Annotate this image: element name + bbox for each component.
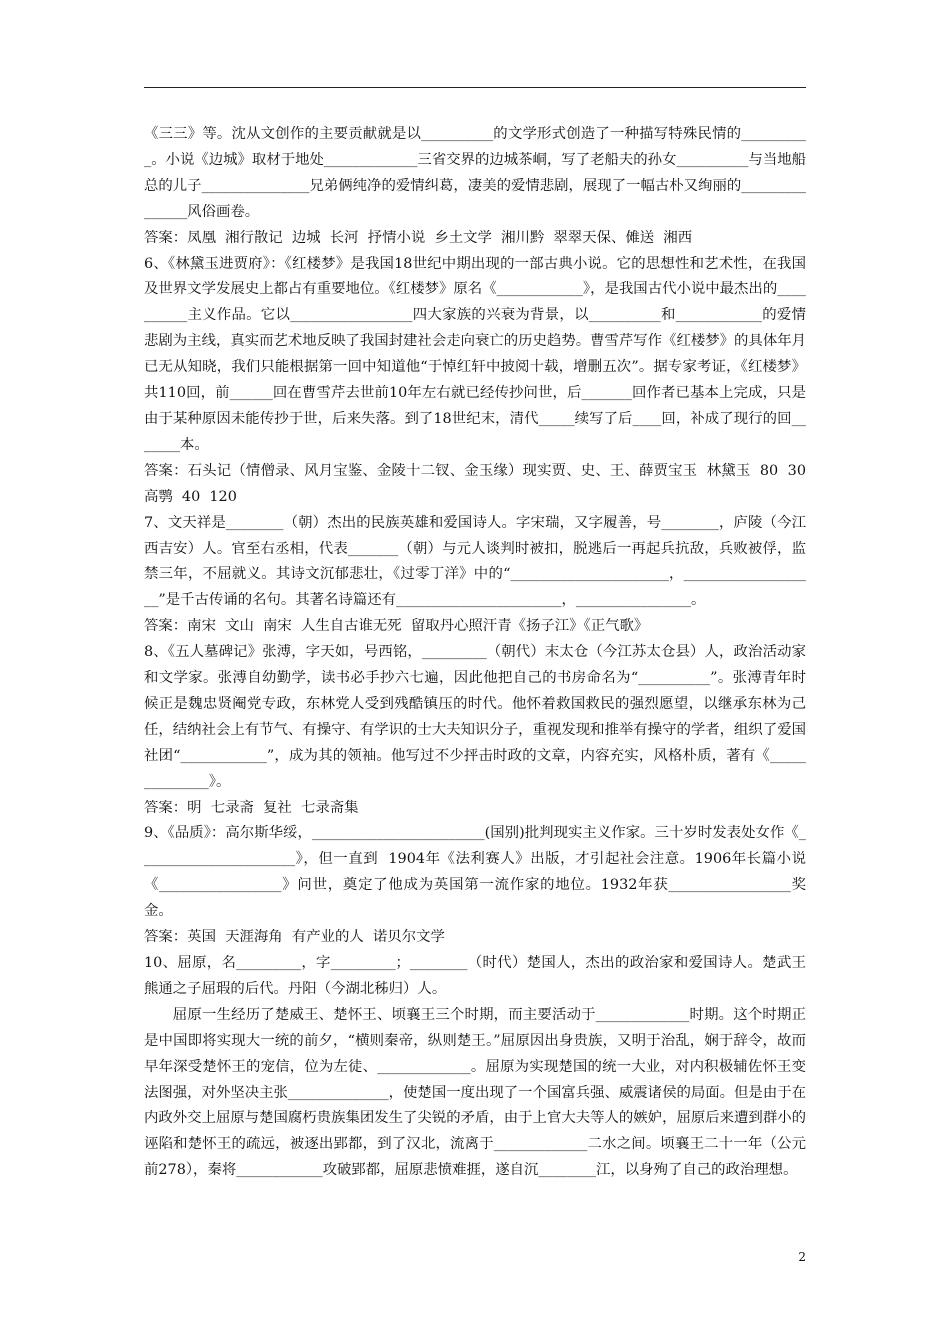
answer-wuren-mu: 答案：明 七录斋 复社 七录斋集 bbox=[144, 799, 359, 816]
header-rule bbox=[144, 87, 806, 88]
document-body bbox=[144, 122, 816, 1184]
paragraph-honglou: 6、《林黛玉进贾府》：《红楼梦》是我国18世纪中期出现的一部古典小说。它的思想性和艺术性，在我国及世界文学发展史上都占有重要地位。《红楼梦》原名《____________》，是我国古代小说中最杰出的__________主义作品。它以_________________四大家族的兴衰为背景，以__________和____________的爱情悲剧为主线，真实而艺术地反映了我国封建社会走向衰亡的历史趋势。曹雪芹写作《红楼梦》的具体年月已无从知晓，我们只能根据第一回中知道他“于悼红轩中披阅十载，增删五次”。据专家考证，《红楼梦》共110回，前______回在曹雪芹去世前10年左右就已经传抄问世，后_______回作者已基本上完成，只是由于某种原因未能传抄于世，后来失落。到了18世纪末，清代_____续写了后____回，补成了现行的回_______本。 bbox=[144, 255, 806, 453]
paragraph-pinzhi: 9、《品质》：高尔斯华绥，________________________(国别)批判现实主义作家。三十岁时发表处女作《______________________》，但一直到 1904年《法利赛人》出版，才引起社会注意。1906年长篇小说《_________________》问世，奠定了他成为英国第一流作家的地位。1932年获_________________奖金。 bbox=[144, 825, 806, 920]
page-number: 2 bbox=[798, 1250, 806, 1264]
answer-honglou: 答案：石头记（情僧录、风月宝鉴、金陵十二钗、金玉缘）现实贾、史、王、薛贾宝玉 林黛玉 80 30 高鹗 40 120 bbox=[144, 462, 816, 505]
answer-wen-tianxiang: 答案：南宋 文山 南宋 人生自古谁无死 留取丹心照汗青《扬子江》《正气歌》 bbox=[144, 618, 649, 635]
paragraph-wen-tianxiang: 7、文天祥是________（朝）杰出的民族英雄和爱国诗人。字宋瑞，又字履善，号________，庐陵（今江西吉安）人。官至右丞相，代表_______（朝）与元人谈判时被扣，脱逃后一再起兵抗敌，兵败被俘，监禁三年，不屈就义。其诗文沉郁悲壮，《过零丁洋》中的“______________________，___________________”是千古传诵的名句。其著名诗篇还有_______________________，________________。 bbox=[144, 514, 806, 609]
paragraph-shen-congwen: 《三三》等。沈从文创作的主要贡献就是以__________的文学形式创造了一种描写特殊民情的__________。小说《边城》取材于地处_____________三省交界的边城茶峒，写了老船夫的孙女__________与当地船总的儿子_______________兄弟俩纯净的爱情纠葛，凄美的爱情悲剧，展现了一幅古朴又绚丽的_______________风俗画卷。 bbox=[144, 126, 806, 220]
answer-shen-congwen: 答案：凤凰 湘行散记 边城 长河 抒情小说 乡土文学 湘川黔 翠翠天保、傩送 湘西 bbox=[144, 229, 693, 246]
answer-pinzhi: 答案：英国 天涯海角 有产业的人 诺贝尔文学 bbox=[144, 929, 445, 946]
paragraph-qu-yuan-life: 屈原一生经历了楚威王、楚怀王、顷襄王三个时期，而主要活动于_____________时期。这个时期正是中国即将实现大一统的前夕，“横则秦帝，纵则楚王。”屈原因出身贵族，又明于治乱，娴于辞令，故而早年深受楚怀王的宠信，位为左徒、_____________。屈原为实现楚国的统一大业，对内积极辅佐怀王变法图强，对外坚决主张______________，使楚国一度出现了一个国富兵强、威震诸侯的局面。但是由于在内政外交上屈原与楚国腐朽贵族集团发生了尖锐的矛盾，由于上官大夫等人的嫉妒，屈原后来遭到群小的诬陷和楚怀王的疏远，被逐出郢都，到了汉北，流离于_____________二水之间。顷襄王二十一年（公元前278），秦将____________攻破郢都，屈原悲愤难捱，遂自沉________江，以身殉了自己的政治理想。 bbox=[144, 1006, 806, 1179]
paragraph-qu-yuan: 10、屈原，名_________，字_________；________（时代）楚国人，杰出的政治家和爱国诗人。楚武王熊通之子屈瑕的后代。丹阳（今湖北秭归）人。 bbox=[144, 955, 806, 997]
paragraph-wuren-mu: 8、《五人墓碑记》张溥，字天如，号西铭，_________（朝代）末太仓（今江苏太仓县）人，政治活动家和文学家。张溥自幼勤学，读书必手抄六七遍，因此他把自己的书房命名为“__________”。张溥青年时候正是魏忠贤阉党专政，东林党人受到残酷镇压的时代。他怀着救国救民的强烈愿望，以继承东林为己任，结纳社会上有节气、有操守、有学识的士大夫知识分子，重视发现和推举有操守的学者，组织了爱国社团“____________”，成为其的领袖。他写过不少抨击时政的文章，内容充实，风格朴质，著有《______________》。 bbox=[144, 644, 806, 790]
